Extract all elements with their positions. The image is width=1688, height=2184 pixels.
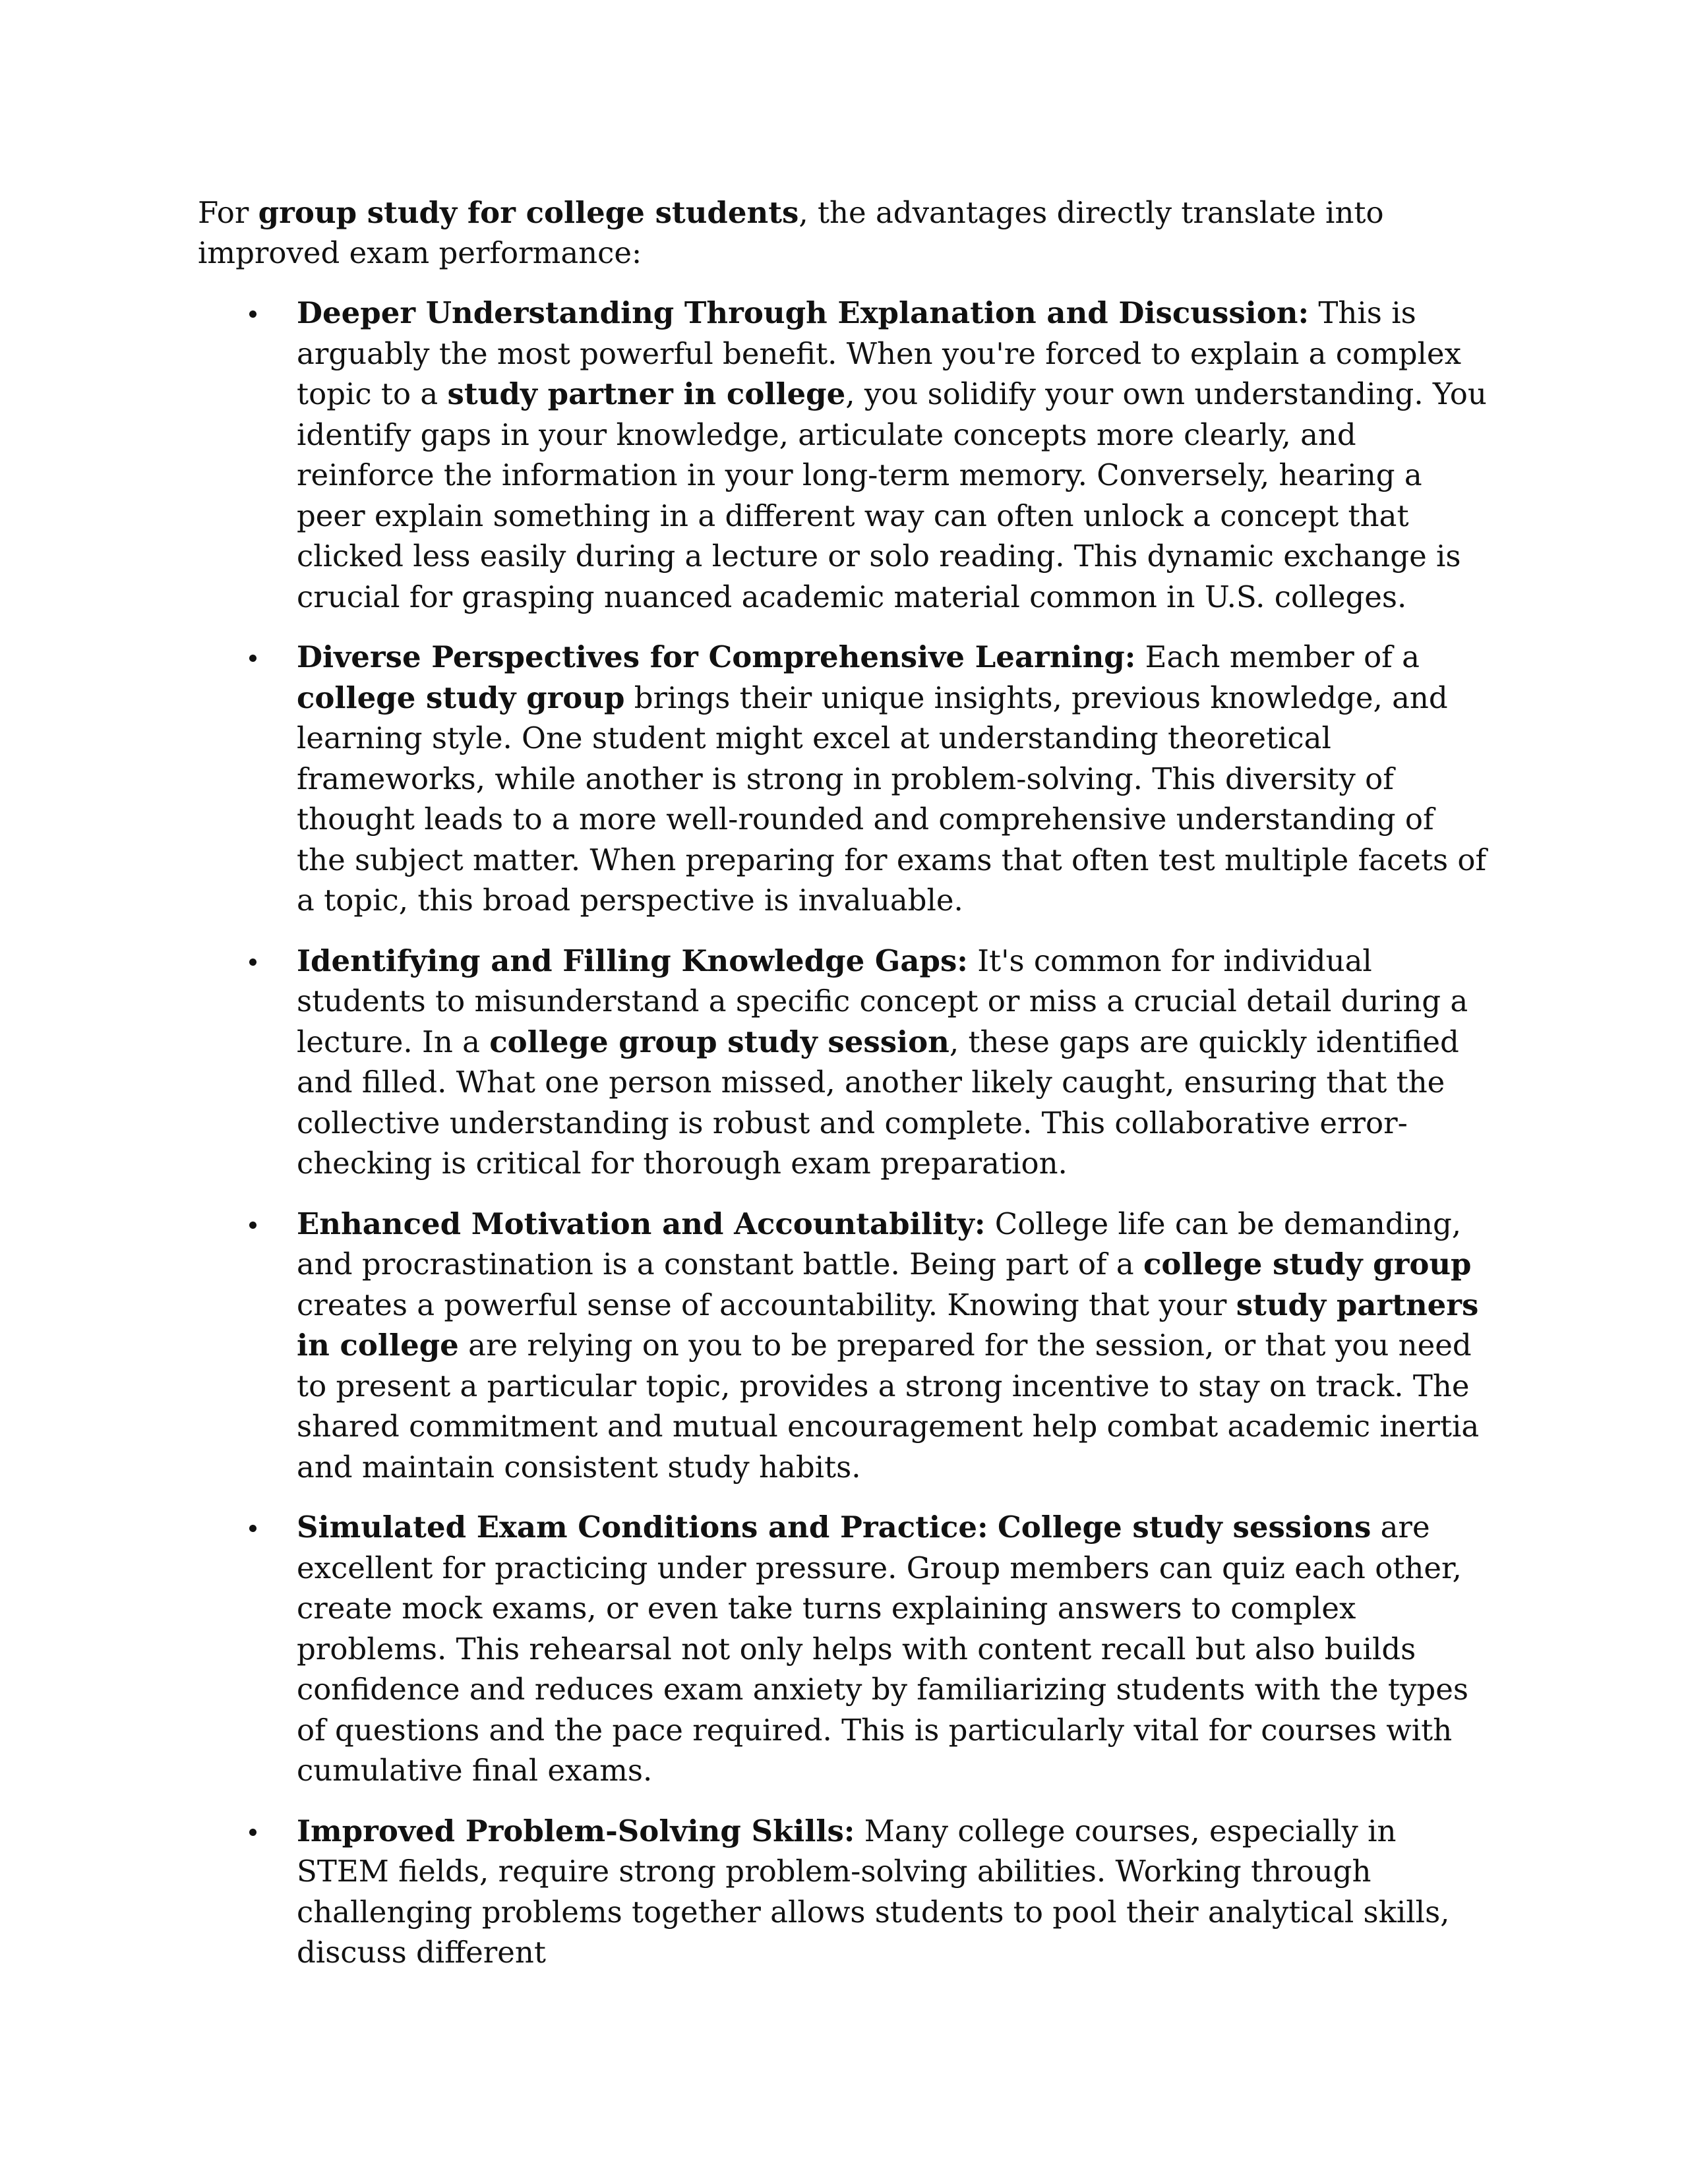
item-bold: college study group: [1143, 1247, 1472, 1282]
item-text: are excellent for practicing under pressure. Group members can quiz each other, create mock exams, or even take turns explaining answers to complex problems. This rehearsal not only helps with content recall but also builds confidence and reduces exam anxiety by familiarizing students with the types of questions and the pace required. This is particularly vital for courses with cumulative final exams.: [297, 1510, 1468, 1788]
intro-suffix: , the advantages directly translate into improved exam performance:: [198, 195, 1384, 270]
list-item: [198, 1811, 1490, 1973]
item-text: It's common for individual students to misunderstand a specific concept or miss a crucial detail during a lecture. In a: [297, 943, 1468, 1059]
item-text: creates a powerful sense of accountability. Knowing that your: [297, 1287, 1236, 1322]
item-text: Many college courses, especially in STEM fields, require strong problem-solving abilities. Working through challenging problems together allows students to pool their analytical skills, discuss different: [297, 1813, 1450, 1970]
intro-bold: group study for college students: [258, 195, 799, 230]
item-bold: college group study session: [489, 1024, 950, 1059]
document-page: [198, 192, 1490, 1993]
list-item: [198, 637, 1490, 921]
item-text: College life can be demanding, and procrastination is a constant battle. Being part of a: [297, 1206, 1462, 1282]
item-text: This is arguably the most powerful benefit. When you're forced to explain a complex topic to a: [297, 295, 1461, 411]
item-bold: College study sessions: [997, 1510, 1372, 1545]
item-bold: college study group: [297, 680, 625, 715]
list-item: [198, 293, 1490, 617]
item-text: , these gaps are quickly identified and filled. What one person missed, another likely caught, ensuring that the collective understanding is robust and complete. This collaborative error-checking is critical for thorough exam preparation.: [297, 1024, 1459, 1181]
item-text: brings their unique insights, previous knowledge, and learning style. One student might excel at understanding theoretical frameworks, while another is strong in problem-solving. This diversity of thought leads to a more well-rounded and comprehensive understanding of the subject matter. When preparing for exams that often test multiple facets of a topic, this broad perspective is invaluable.: [297, 680, 1487, 918]
item-bold: study partner in college: [447, 376, 846, 411]
bullet-icon: [249, 655, 256, 662]
item-bold: study partners in college: [297, 1287, 1479, 1363]
item-heading: Improved Problem-Solving Skills:: [297, 1813, 855, 1848]
item-text: are relying on you to be prepared for the session, or that you need to present a particular topic, provides a strong incentive to stay on track. The shared commitment and mutual encouragement help combat academic inertia and maintain consistent study habits.: [297, 1328, 1480, 1485]
item-text: [988, 1510, 998, 1545]
bullet-icon: [249, 959, 256, 966]
intro-prefix: For: [198, 195, 258, 230]
item-text: Each member of a: [1135, 639, 1420, 674]
item-heading: Deeper Understanding Through Explanation and Discussion:: [297, 295, 1310, 330]
item-heading: Identifying and Filling Knowledge Gaps:: [297, 943, 968, 978]
item-text: , you solidify your own understanding. You identify gaps in your knowledge, articulate concepts more clearly, and reinforce the information in your long-term memory. Conversely, hearing a peer explain something in a different way can often unlock a concept that clicked less easily during a lecture or solo reading. This dynamic exchange is crucial for grasping nuanced academic material common in U.S. colleges.: [297, 376, 1487, 614]
list-item: [198, 1204, 1490, 1488]
bullet-icon: [249, 1829, 256, 1836]
item-heading: Enhanced Motivation and Accountability:: [297, 1206, 986, 1241]
bullet-icon: [249, 1525, 256, 1532]
list-item: [198, 941, 1490, 1184]
list-item: [198, 1507, 1490, 1791]
benefits-list: [198, 293, 1490, 1973]
item-heading: Simulated Exam Conditions and Practice:: [297, 1510, 988, 1545]
bullet-icon: [249, 310, 256, 318]
bullet-icon: [249, 1222, 256, 1229]
intro-paragraph: [198, 192, 1451, 273]
item-heading: Diverse Perspectives for Comprehensive Learning:: [297, 639, 1136, 674]
